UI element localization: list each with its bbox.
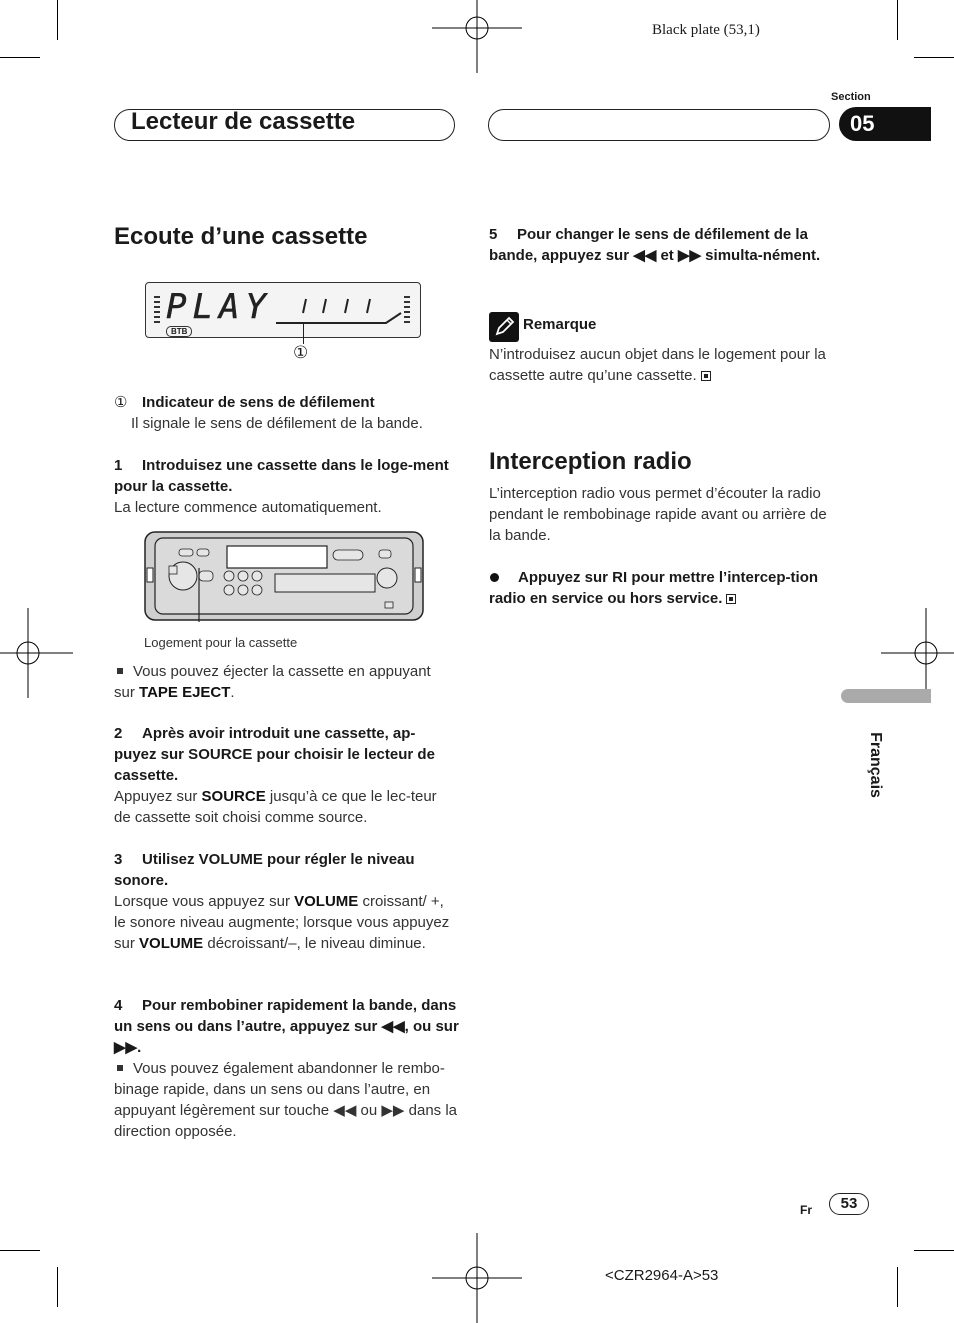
crop-mark <box>0 57 40 58</box>
language-label: Français <box>866 732 884 798</box>
crop-mark <box>0 1250 40 1251</box>
end-mark-icon <box>701 371 711 381</box>
level-meter-icon <box>152 295 162 329</box>
crop-mark <box>914 1250 954 1251</box>
ri-bullet-item: Appuyez sur RI pour mettre l’intercep-tion radio en service ou hors service. <box>489 569 819 607</box>
registration-mark-icon <box>432 0 522 73</box>
section-number: 05 <box>839 107 931 141</box>
end-mark-icon <box>726 594 736 604</box>
registration-mark-icon <box>881 608 954 698</box>
registration-mark-icon <box>432 1233 522 1323</box>
interception-intro: L’interception radio vous permet d’écouter la radio pendant le rembobinage rapide avant ou arrière de la bande. <box>489 485 827 544</box>
note-tape-eject: Vous pouvez éjecter la cassette en appuyant sur TAPE EJECT. <box>114 663 431 701</box>
indicator-item: ① Indicateur de sens de défilement Il signale le sens de défilement de la bande. <box>114 394 423 432</box>
head-unit-illustration <box>143 530 425 622</box>
remark-label: Remarque <box>523 316 597 333</box>
step-2: 2 Après avoir introduit une cassette, ap-puyez sur SOURCE pour choisir le lecteur de cassette. Appuyez sur SOURCE jusqu’à ce que le lec-teur de cassette soit choisi comme source. <box>114 725 437 826</box>
crop-mark <box>57 1267 58 1307</box>
step-1: 1 Introduisez une cassette dans le loge-ment pour la cassette. La lecture commence automatiquement. <box>114 457 449 516</box>
step-3: 3 Utilisez VOLUME pour régler le niveau sonore. Lorsque vous appuyez sur VOLUME croissant/ +, le sonore niveau augmente; lorsque vous appuyez sur VOLUME décroissant/–, le niveau diminue. <box>114 851 450 952</box>
level-meter-icon <box>402 295 412 329</box>
crop-mark <box>897 0 898 40</box>
footer-lang-code: Fr <box>800 1203 812 1217</box>
header-empty-box <box>488 109 830 141</box>
doc-code: <CZR2964-A>53 <box>605 1267 719 1284</box>
language-tab <box>841 689 931 703</box>
section-label: Section <box>831 91 871 103</box>
lcd-display-illustration <box>145 282 421 338</box>
unit-caption: Logement pour la cassette <box>144 635 298 650</box>
display-badge: BTB <box>166 326 192 337</box>
step-4: 4 Pour rembobiner rapidement la bande, dans un sens ou dans l’autre, appuyez sur ◀◀, ou sur ▶▶. Vous pouvez également abandonner le rembo-binage rapide, dans un sens ou dans l’autre, en appuyant légèrement sur touche ◀◀ ou ▶▶ dans la direction opposée. <box>114 997 459 1140</box>
note-bullet-icon <box>117 668 123 674</box>
plate-label: Black plate (53,1) <box>652 22 760 38</box>
direction-indicator-icon <box>256 293 406 327</box>
heading-interception: Interception radio <box>489 448 692 475</box>
remark-body: N’introduisez aucun objet dans le logement pour la cassette autre qu’une cassette. <box>489 346 826 384</box>
heading-ecoute: Ecoute d’une cassette <box>114 223 368 250</box>
note-bullet-icon <box>117 1065 123 1071</box>
remark-pencil-icon <box>489 312 519 342</box>
display-play-text: PLAY <box>166 287 272 327</box>
callout-line <box>303 322 304 344</box>
section-title: Lecteur de cassette <box>131 108 356 135</box>
bullet-dot-icon <box>490 573 499 582</box>
crop-mark <box>897 1267 898 1307</box>
registration-mark-icon <box>0 608 73 698</box>
step-5: 5 Pour changer le sens de défilement de la bande, appuyez sur ◀◀ et ▶▶ simulta-nément. <box>489 226 821 264</box>
callout-number: ① <box>293 343 309 362</box>
crop-mark <box>57 0 58 40</box>
page-number-box: 53 <box>829 1193 869 1215</box>
crop-mark <box>914 57 954 58</box>
